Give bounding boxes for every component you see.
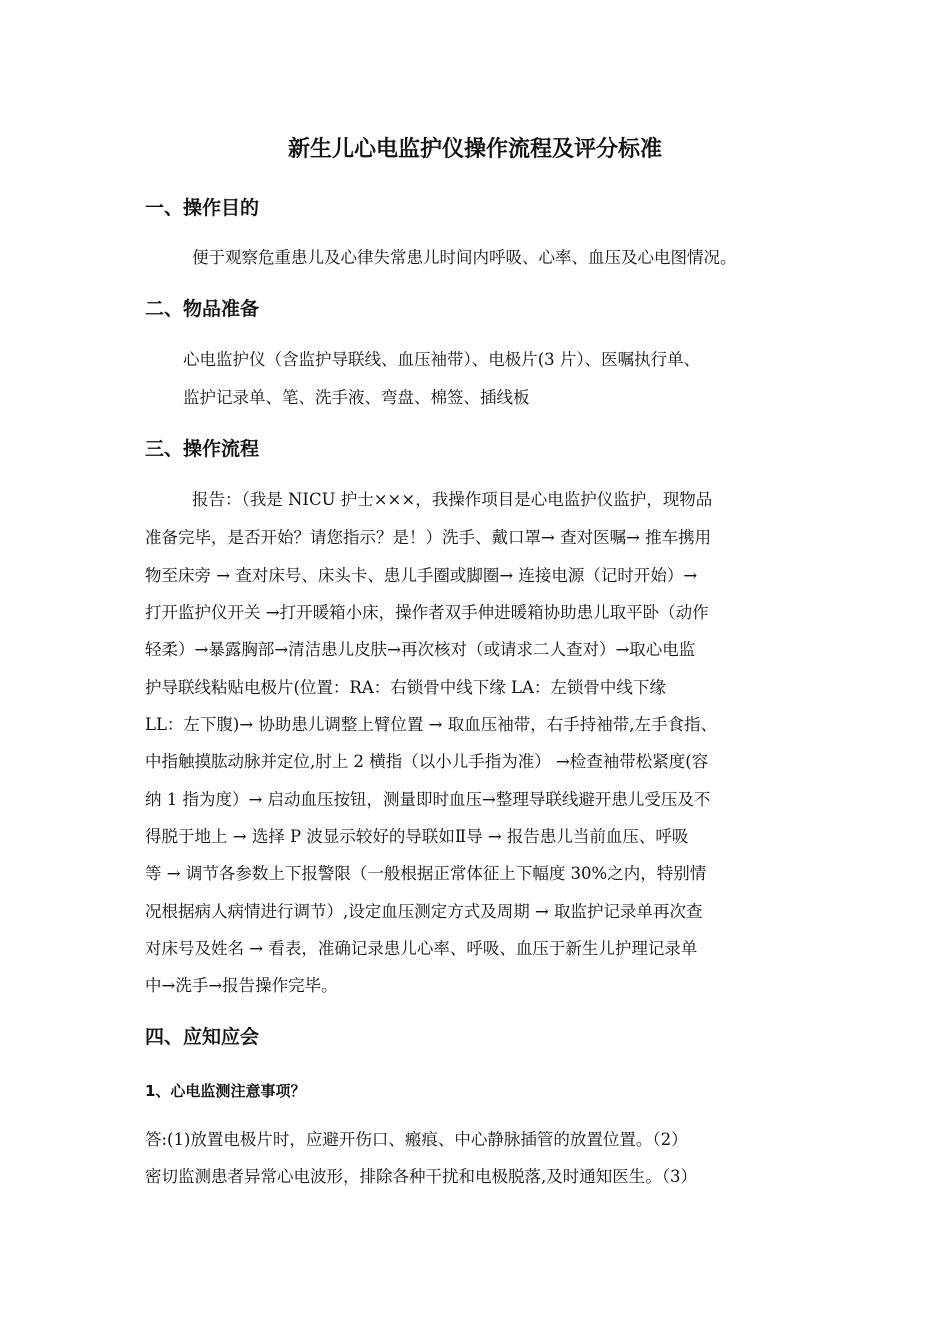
section-heading-purpose: 一、操作目的 bbox=[145, 197, 260, 219]
procedure-line: 得脱于地上 → 选择 P 波显示较好的导联如Ⅱ导 → 报告患儿当前血压、呼吸 bbox=[145, 827, 689, 846]
question-heading: 1、心电监测注意事项？ bbox=[145, 1082, 306, 1100]
procedure-line: 物至床旁 → 查对床号、床头卡、患儿手圈或脚圈→ 连接电源（记时开始）→ bbox=[145, 566, 698, 585]
procedure-line: 况根据病人病情进行调节）,设定血压测定方式及周期 → 取监护记录单再次查 bbox=[145, 902, 703, 921]
answer-line: 密切监测患者异常心电波形，排除各种干扰和电极脱落,及时通知医生。（3） bbox=[145, 1167, 697, 1186]
answer-line: 答:(1)放置电极片时，应避开伤口、瘢痕、中心静脉插管的放置位置。（2） bbox=[145, 1130, 688, 1149]
procedure-line: 轻柔）→暴露胸部→清洁患儿皮肤→再次核对（或请求二人查对）→取心电监 bbox=[145, 640, 696, 659]
procedure-line: 纳 1 指为度）→ 启动血压按钮，测量即时血压→整理导联线避开患儿受压及不 bbox=[145, 790, 711, 809]
procedure-line: 中指触摸肱动脉并定位,肘上 2 横指（以小儿手指为准） →检查袖带松紧度(容 bbox=[145, 752, 709, 771]
purpose-text: 便于观察危重患儿及心律失常患儿时间内呼吸、心率、血压及心电图情况。 bbox=[192, 248, 737, 267]
procedure-line: 报告：（我是 NICU 护士×××，我操作项目是心电监护仪监护，现物品 bbox=[192, 490, 713, 509]
procedure-line: 中→洗手→报告操作完毕。 bbox=[145, 976, 338, 995]
procedure-line: 护导联线粘贴电极片(位置：RA：右锁骨中线下缘 LA：左锁骨中线下缘 bbox=[145, 678, 666, 697]
document-title: 新生儿心电监护仪操作流程及评分标准 bbox=[287, 137, 662, 162]
procedure-line: 对床号及姓名 → 看表，准确记录患儿心率、呼吸、血压于新生儿护理记录单 bbox=[145, 939, 698, 958]
procedure-line: 等 → 调节各参数上下报警限（一般根据正常体征上下幅度 30%之内，特别情 bbox=[145, 864, 707, 883]
section-heading-procedure: 三、操作流程 bbox=[145, 438, 260, 460]
materials-line: 监护记录单、笔、洗手液、弯盘、棉签、插线板 bbox=[183, 388, 530, 407]
section-heading-materials: 二、物品准备 bbox=[145, 298, 260, 320]
procedure-line: LL：左下腹)→ 协助患儿调整上臂位置 → 取血压袖带，右手持袖带,左手食指、 bbox=[145, 715, 717, 734]
procedure-line: 准备完毕，是否开始？请您指示？是！）洗手、戴口罩→ 查对医嘱→ 推车携用 bbox=[145, 528, 712, 547]
materials-line: 心电监护仪（含监护导联线、血压袖带）、电极片(3 片）、医嘱执行单、 bbox=[183, 350, 701, 369]
procedure-line: 打开监护仪开关 →打开暖箱小床，操作者双手伸进暖箱协助患儿取平卧（动作 bbox=[145, 603, 709, 622]
section-heading-knowledge: 四、应知应会 bbox=[145, 1026, 260, 1048]
